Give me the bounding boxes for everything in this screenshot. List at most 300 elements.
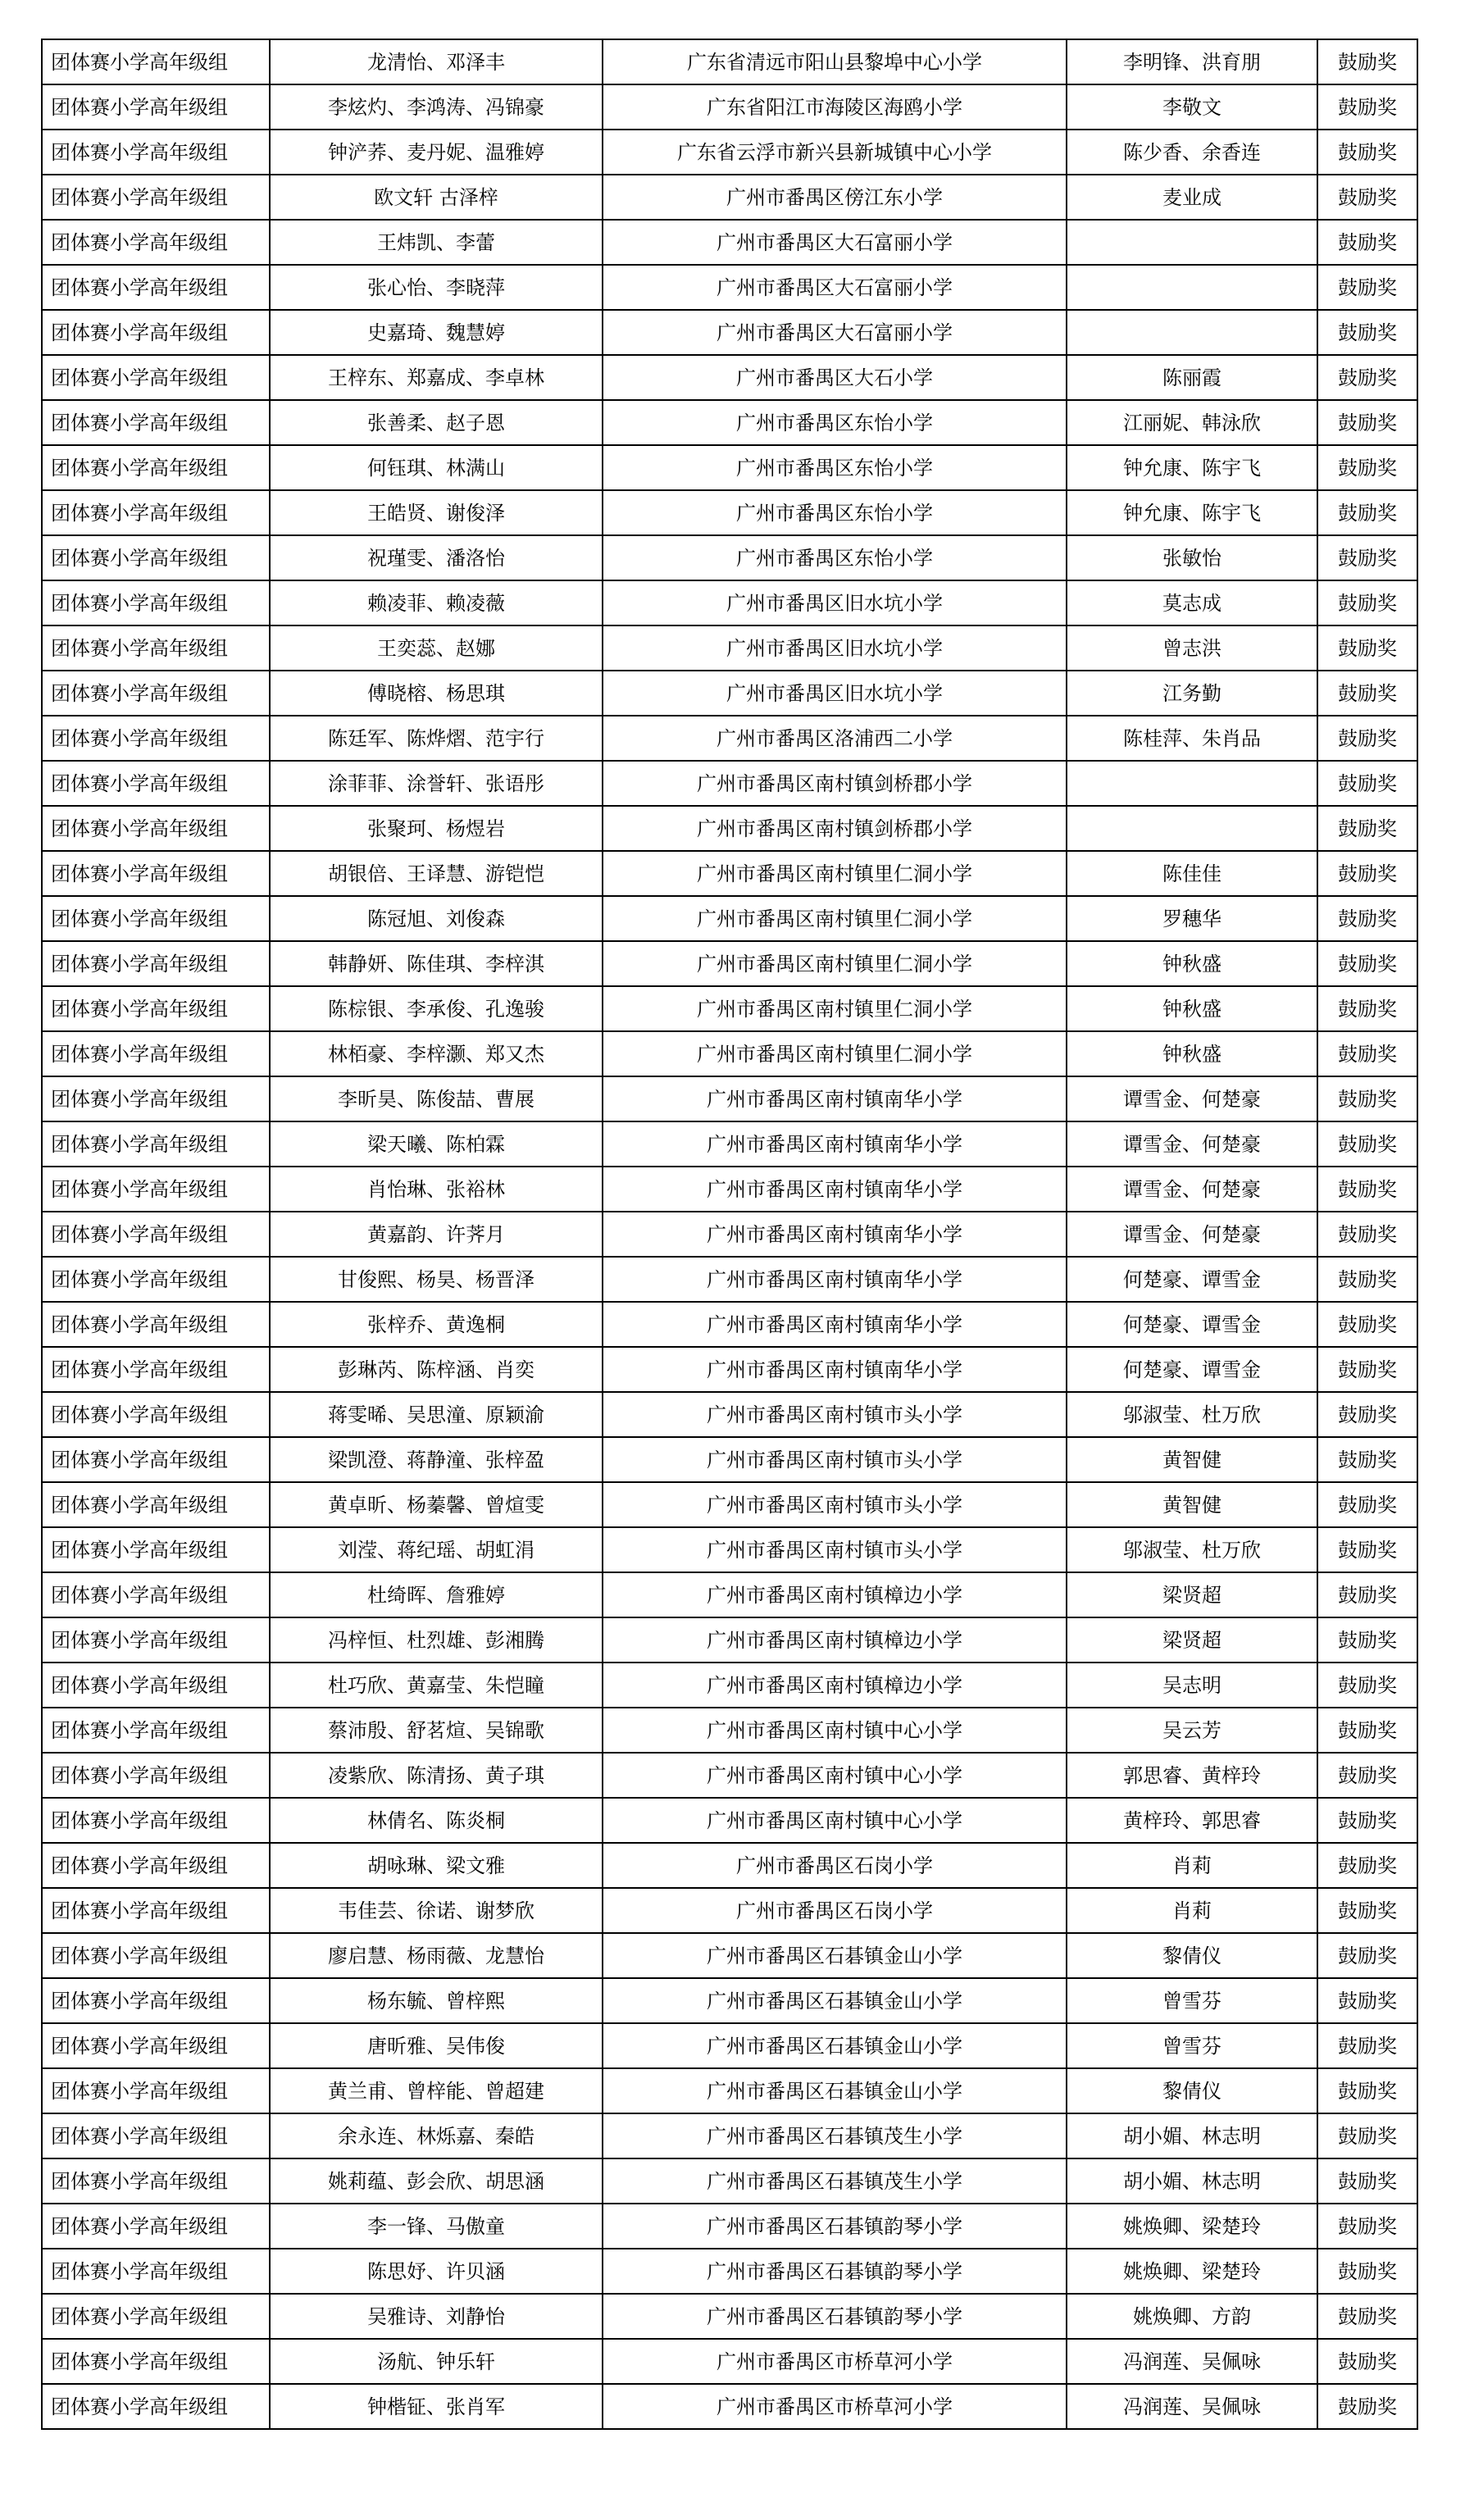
group-cell: 团体赛小学高年级组 <box>42 84 270 130</box>
group-cell: 团体赛小学高年级组 <box>42 310 270 355</box>
group-cell: 团体赛小学高年级组 <box>42 220 270 265</box>
teacher-cell: 钟秋盛 <box>1067 1031 1317 1076</box>
teacher-cell <box>1067 761 1317 806</box>
students-cell: 刘滢、蒋纪瑶、胡虹涓 <box>270 1527 603 1572</box>
award-cell: 鼓励奖 <box>1317 175 1417 220</box>
school-cell: 广州市番禺区石岗小学 <box>603 1888 1067 1933</box>
students-cell: 杜绮晖、詹雅婷 <box>270 1572 603 1617</box>
group-cell: 团体赛小学高年级组 <box>42 851 270 896</box>
school-cell: 广州市番禺区东怡小学 <box>603 400 1067 445</box>
award-cell: 鼓励奖 <box>1317 2068 1417 2113</box>
table-row <box>42 1482 1417 1527</box>
table-row <box>42 896 1417 941</box>
teacher-cell: 姚焕卿、梁楚玲 <box>1067 2249 1317 2294</box>
students-cell: 钟浐荞、麦丹妮、温雅婷 <box>270 130 603 175</box>
school-cell: 广州市番禺区石碁镇金山小学 <box>603 2068 1067 2113</box>
award-cell: 鼓励奖 <box>1317 490 1417 535</box>
award-cell: 鼓励奖 <box>1317 265 1417 310</box>
school-cell: 广州市番禺区南村镇南华小学 <box>603 1076 1067 1121</box>
students-cell: 杨东毓、曾梓熙 <box>270 1978 603 2023</box>
table-row <box>42 1753 1417 1798</box>
teacher-cell: 曾雪芬 <box>1067 2023 1317 2068</box>
table-row <box>42 84 1417 130</box>
award-cell: 鼓励奖 <box>1317 1121 1417 1167</box>
group-cell: 团体赛小学高年级组 <box>42 1392 270 1437</box>
school-cell: 广州市番禺区石碁镇金山小学 <box>603 2023 1067 2068</box>
award-cell: 鼓励奖 <box>1317 130 1417 175</box>
school-cell: 广州市番禺区旧水坑小学 <box>603 580 1067 625</box>
students-cell: 王炜凯、李蕾 <box>270 220 603 265</box>
group-cell: 团体赛小学高年级组 <box>42 355 270 400</box>
students-cell: 汤航、钟乐轩 <box>270 2339 603 2384</box>
award-table <box>41 39 1418 2430</box>
table-row <box>42 355 1417 400</box>
group-cell: 团体赛小学高年级组 <box>42 2249 270 2294</box>
table-row <box>42 1347 1417 1392</box>
group-cell: 团体赛小学高年级组 <box>42 1527 270 1572</box>
award-cell: 鼓励奖 <box>1317 1212 1417 1257</box>
group-cell: 团体赛小学高年级组 <box>42 1617 270 1663</box>
award-cell: 鼓励奖 <box>1317 1933 1417 1978</box>
table-row <box>42 941 1417 986</box>
table-row <box>42 2204 1417 2249</box>
award-cell: 鼓励奖 <box>1317 1437 1417 1482</box>
group-cell: 团体赛小学高年级组 <box>42 130 270 175</box>
award-cell: 鼓励奖 <box>1317 445 1417 490</box>
award-cell: 鼓励奖 <box>1317 355 1417 400</box>
students-cell: 韦佳芸、徐诺、谢梦欣 <box>270 1888 603 1933</box>
award-cell: 鼓励奖 <box>1317 1347 1417 1392</box>
table-row <box>42 130 1417 175</box>
school-cell: 广东省阳江市海陵区海鸥小学 <box>603 84 1067 130</box>
school-cell: 广州市番禺区大石富丽小学 <box>603 310 1067 355</box>
award-cell: 鼓励奖 <box>1317 1888 1417 1933</box>
award-cell: 鼓励奖 <box>1317 39 1417 84</box>
table-row <box>42 535 1417 580</box>
school-cell: 广州市番禺区东怡小学 <box>603 490 1067 535</box>
group-cell: 团体赛小学高年级组 <box>42 896 270 941</box>
school-cell: 广州市番禺区南村镇里仁洞小学 <box>603 941 1067 986</box>
table-row <box>42 1798 1417 1843</box>
group-cell: 团体赛小学高年级组 <box>42 2158 270 2204</box>
school-cell: 广州市番禺区南村镇南华小学 <box>603 1302 1067 1347</box>
table-row <box>42 1031 1417 1076</box>
students-cell: 黄兰甫、曾梓能、曾超建 <box>270 2068 603 2113</box>
group-cell: 团体赛小学高年级组 <box>42 1031 270 1076</box>
group-cell: 团体赛小学高年级组 <box>42 1167 270 1212</box>
students-cell: 王奕蕊、赵娜 <box>270 625 603 671</box>
school-cell: 广州市番禺区南村镇市头小学 <box>603 1482 1067 1527</box>
group-cell: 团体赛小学高年级组 <box>42 1888 270 1933</box>
teacher-cell: 肖莉 <box>1067 1888 1317 1933</box>
award-cell: 鼓励奖 <box>1317 625 1417 671</box>
teacher-cell: 黄梓玲、郭思睿 <box>1067 1798 1317 1843</box>
table-row <box>42 400 1417 445</box>
school-cell: 广州市番禺区南村镇樟边小学 <box>603 1617 1067 1663</box>
students-cell: 史嘉琦、魏慧婷 <box>270 310 603 355</box>
students-cell: 梁凯澄、蒋静潼、张梓盈 <box>270 1437 603 1482</box>
school-cell: 广州市番禺区石碁镇韵琴小学 <box>603 2204 1067 2249</box>
school-cell: 广州市番禺区南村镇樟边小学 <box>603 1663 1067 1708</box>
school-cell: 广州市番禺区石碁镇金山小学 <box>603 1933 1067 1978</box>
table-row <box>42 175 1417 220</box>
students-cell: 黄嘉韵、许荠月 <box>270 1212 603 1257</box>
group-cell: 团体赛小学高年级组 <box>42 490 270 535</box>
group-cell: 团体赛小学高年级组 <box>42 2068 270 2113</box>
group-cell: 团体赛小学高年级组 <box>42 1663 270 1708</box>
group-cell: 团体赛小学高年级组 <box>42 1933 270 1978</box>
teacher-cell: 陈佳佳 <box>1067 851 1317 896</box>
students-cell: 廖启慧、杨雨薇、龙慧怡 <box>270 1933 603 1978</box>
table-row <box>42 310 1417 355</box>
group-cell: 团体赛小学高年级组 <box>42 445 270 490</box>
group-cell: 团体赛小学高年级组 <box>42 1076 270 1121</box>
teacher-cell: 江丽妮、韩泳欣 <box>1067 400 1317 445</box>
table-row <box>42 2384 1417 2429</box>
award-cell: 鼓励奖 <box>1317 310 1417 355</box>
group-cell: 团体赛小学高年级组 <box>42 580 270 625</box>
group-cell: 团体赛小学高年级组 <box>42 2384 270 2429</box>
group-cell: 团体赛小学高年级组 <box>42 1482 270 1527</box>
students-cell: 赖凌菲、赖凌薇 <box>270 580 603 625</box>
group-cell: 团体赛小学高年级组 <box>42 1708 270 1753</box>
students-cell: 李炫灼、李鸿涛、冯锦豪 <box>270 84 603 130</box>
teacher-cell: 张敏怡 <box>1067 535 1317 580</box>
students-cell: 欧文轩 古泽梓 <box>270 175 603 220</box>
award-cell: 鼓励奖 <box>1317 2023 1417 2068</box>
teacher-cell: 曾志洪 <box>1067 625 1317 671</box>
award-cell: 鼓励奖 <box>1317 1392 1417 1437</box>
school-cell: 广州市番禺区南村镇南华小学 <box>603 1212 1067 1257</box>
table-row <box>42 445 1417 490</box>
school-cell: 广州市番禺区洛浦西二小学 <box>603 716 1067 761</box>
group-cell: 团体赛小学高年级组 <box>42 1843 270 1888</box>
teacher-cell: 谭雪金、何楚豪 <box>1067 1121 1317 1167</box>
group-cell: 团体赛小学高年级组 <box>42 716 270 761</box>
award-cell: 鼓励奖 <box>1317 400 1417 445</box>
students-cell: 陈思妤、许贝涵 <box>270 2249 603 2294</box>
award-cell: 鼓励奖 <box>1317 1257 1417 1302</box>
table-row <box>42 1663 1417 1708</box>
award-cell: 鼓励奖 <box>1317 2294 1417 2339</box>
students-cell: 陈冠旭、刘俊森 <box>270 896 603 941</box>
students-cell: 冯梓恒、杜烈雄、彭湘腾 <box>270 1617 603 1663</box>
group-cell: 团体赛小学高年级组 <box>42 2113 270 2158</box>
group-cell: 团体赛小学高年级组 <box>42 1572 270 1617</box>
table-row <box>42 671 1417 716</box>
award-cell: 鼓励奖 <box>1317 1753 1417 1798</box>
school-cell: 广州市番禺区南村镇南华小学 <box>603 1257 1067 1302</box>
award-cell: 鼓励奖 <box>1317 896 1417 941</box>
table-row <box>42 1392 1417 1437</box>
school-cell: 广州市番禺区东怡小学 <box>603 535 1067 580</box>
award-cell: 鼓励奖 <box>1317 761 1417 806</box>
table-row <box>42 1076 1417 1121</box>
students-cell: 何钰琪、林满山 <box>270 445 603 490</box>
school-cell: 广州市番禺区南村镇中心小学 <box>603 1753 1067 1798</box>
group-cell: 团体赛小学高年级组 <box>42 1302 270 1347</box>
school-cell: 广州市番禺区南村镇南华小学 <box>603 1347 1067 1392</box>
teacher-cell: 吴云芳 <box>1067 1708 1317 1753</box>
students-cell: 甘俊熙、杨昊、杨晋泽 <box>270 1257 603 1302</box>
teacher-cell: 姚焕卿、方韵 <box>1067 2294 1317 2339</box>
table-row <box>42 2068 1417 2113</box>
students-cell: 钟楷钲、张肖军 <box>270 2384 603 2429</box>
teacher-cell <box>1067 265 1317 310</box>
award-cell: 鼓励奖 <box>1317 2204 1417 2249</box>
students-cell: 张心怡、李晓萍 <box>270 265 603 310</box>
school-cell: 广州市番禺区市桥草河小学 <box>603 2384 1067 2429</box>
teacher-cell: 何楚豪、谭雪金 <box>1067 1257 1317 1302</box>
award-cell: 鼓励奖 <box>1317 1482 1417 1527</box>
award-cell: 鼓励奖 <box>1317 1527 1417 1572</box>
table-row <box>42 490 1417 535</box>
students-cell: 姚莉蕴、彭会欣、胡思涵 <box>270 2158 603 2204</box>
school-cell: 广州市番禺区东怡小学 <box>603 445 1067 490</box>
group-cell: 团体赛小学高年级组 <box>42 625 270 671</box>
table-row <box>42 2294 1417 2339</box>
teacher-cell: 曾雪芬 <box>1067 1978 1317 2023</box>
teacher-cell: 梁贤超 <box>1067 1617 1317 1663</box>
group-cell: 团体赛小学高年级组 <box>42 1212 270 1257</box>
award-cell: 鼓励奖 <box>1317 671 1417 716</box>
group-cell: 团体赛小学高年级组 <box>42 761 270 806</box>
award-cell: 鼓励奖 <box>1317 1167 1417 1212</box>
award-cell: 鼓励奖 <box>1317 1302 1417 1347</box>
school-cell: 广东省云浮市新兴县新城镇中心小学 <box>603 130 1067 175</box>
table-row <box>42 806 1417 851</box>
table-row <box>42 986 1417 1031</box>
group-cell: 团体赛小学高年级组 <box>42 1121 270 1167</box>
teacher-cell: 谭雪金、何楚豪 <box>1067 1167 1317 1212</box>
students-cell: 彭琳芮、陈梓涵、肖奕 <box>270 1347 603 1392</box>
award-cell: 鼓励奖 <box>1317 2339 1417 2384</box>
group-cell: 团体赛小学高年级组 <box>42 1437 270 1482</box>
table-row <box>42 1843 1417 1888</box>
teacher-cell: 李明锋、洪育朋 <box>1067 39 1317 84</box>
teacher-cell: 冯润莲、吴佩咏 <box>1067 2339 1317 2384</box>
group-cell: 团体赛小学高年级组 <box>42 986 270 1031</box>
table-row <box>42 1888 1417 1933</box>
table-row <box>42 851 1417 896</box>
table-row <box>42 761 1417 806</box>
students-cell: 黄卓昕、杨蓁馨、曾煊雯 <box>270 1482 603 1527</box>
table-row <box>42 2113 1417 2158</box>
school-cell: 广州市番禺区南村镇中心小学 <box>603 1708 1067 1753</box>
teacher-cell <box>1067 310 1317 355</box>
teacher-cell: 黎倩仪 <box>1067 1933 1317 1978</box>
school-cell: 广州市番禺区旧水坑小学 <box>603 671 1067 716</box>
teacher-cell: 谭雪金、何楚豪 <box>1067 1076 1317 1121</box>
table-row <box>42 1437 1417 1482</box>
school-cell: 广州市番禺区南村镇樟边小学 <box>603 1572 1067 1617</box>
school-cell: 广州市番禺区南村镇市头小学 <box>603 1392 1067 1437</box>
group-cell: 团体赛小学高年级组 <box>42 2023 270 2068</box>
teacher-cell: 麦业成 <box>1067 175 1317 220</box>
teacher-cell: 罗穗华 <box>1067 896 1317 941</box>
students-cell: 张聚珂、杨煜岩 <box>270 806 603 851</box>
teacher-cell <box>1067 806 1317 851</box>
group-cell: 团体赛小学高年级组 <box>42 175 270 220</box>
school-cell: 广州市番禺区南村镇市头小学 <box>603 1437 1067 1482</box>
school-cell: 广州市番禺区南村镇里仁洞小学 <box>603 986 1067 1031</box>
table-row <box>42 1933 1417 1978</box>
teacher-cell: 何楚豪、谭雪金 <box>1067 1302 1317 1347</box>
school-cell: 广州市番禺区石岗小学 <box>603 1843 1067 1888</box>
school-cell: 广州市番禺区南村镇剑桥郡小学 <box>603 806 1067 851</box>
award-cell: 鼓励奖 <box>1317 2158 1417 2204</box>
teacher-cell: 陈丽霞 <box>1067 355 1317 400</box>
school-cell: 广州市番禺区傍江东小学 <box>603 175 1067 220</box>
teacher-cell: 邬淑莹、杜万欣 <box>1067 1527 1317 1572</box>
students-cell: 李昕昊、陈俊喆、曹展 <box>270 1076 603 1121</box>
table-row <box>42 2158 1417 2204</box>
table-row <box>42 2249 1417 2294</box>
table-row <box>42 1302 1417 1347</box>
table-row <box>42 39 1417 84</box>
award-cell: 鼓励奖 <box>1317 1798 1417 1843</box>
teacher-cell: 陈桂萍、朱肖品 <box>1067 716 1317 761</box>
students-cell: 蔡沛殷、舒茗煊、吴锦歌 <box>270 1708 603 1753</box>
school-cell: 广州市番禺区石碁镇韵琴小学 <box>603 2294 1067 2339</box>
school-cell: 广州市番禺区旧水坑小学 <box>603 625 1067 671</box>
school-cell: 广州市番禺区石碁镇茂生小学 <box>603 2113 1067 2158</box>
students-cell: 胡咏琳、梁文雅 <box>270 1843 603 1888</box>
table-row <box>42 1121 1417 1167</box>
students-cell: 林倩名、陈炎桐 <box>270 1798 603 1843</box>
teacher-cell: 梁贤超 <box>1067 1572 1317 1617</box>
teacher-cell: 李敬文 <box>1067 84 1317 130</box>
students-cell: 王皓贤、谢俊泽 <box>270 490 603 535</box>
students-cell: 胡银倍、王译慧、游铠恺 <box>270 851 603 896</box>
teacher-cell: 钟秋盛 <box>1067 941 1317 986</box>
table-row <box>42 220 1417 265</box>
award-cell: 鼓励奖 <box>1317 1708 1417 1753</box>
table-row <box>42 2339 1417 2384</box>
award-cell: 鼓励奖 <box>1317 1076 1417 1121</box>
school-cell: 广州市番禺区市桥草河小学 <box>603 2339 1067 2384</box>
teacher-cell: 钟秋盛 <box>1067 986 1317 1031</box>
table-row <box>42 1212 1417 1257</box>
students-cell: 肖怡琳、张裕林 <box>270 1167 603 1212</box>
school-cell: 广州市番禺区南村镇里仁洞小学 <box>603 896 1067 941</box>
school-cell: 广州市番禺区大石富丽小学 <box>603 265 1067 310</box>
award-cell: 鼓励奖 <box>1317 986 1417 1031</box>
award-cell: 鼓励奖 <box>1317 1663 1417 1708</box>
teacher-cell: 胡小媚、林志明 <box>1067 2113 1317 2158</box>
group-cell: 团体赛小学高年级组 <box>42 941 270 986</box>
students-cell: 张善柔、赵子恩 <box>270 400 603 445</box>
school-cell: 广州市番禺区石碁镇金山小学 <box>603 1978 1067 2023</box>
group-cell: 团体赛小学高年级组 <box>42 1753 270 1798</box>
teacher-cell: 肖莉 <box>1067 1843 1317 1888</box>
school-cell: 广州市番禺区南村镇南华小学 <box>603 1121 1067 1167</box>
students-cell: 吴雅诗、刘静怡 <box>270 2294 603 2339</box>
teacher-cell: 陈少香、余香连 <box>1067 130 1317 175</box>
students-cell: 祝瑾雯、潘洛怡 <box>270 535 603 580</box>
table-row <box>42 1167 1417 1212</box>
award-cell: 鼓励奖 <box>1317 1031 1417 1076</box>
teacher-cell: 郭思睿、黄梓玲 <box>1067 1753 1317 1798</box>
award-cell: 鼓励奖 <box>1317 851 1417 896</box>
teacher-cell: 邬淑莹、杜万欣 <box>1067 1392 1317 1437</box>
students-cell: 蒋雯晞、吴思潼、原颖渝 <box>270 1392 603 1437</box>
students-cell: 韩静妍、陈佳琪、李梓淇 <box>270 941 603 986</box>
teacher-cell: 黎倩仪 <box>1067 2068 1317 2113</box>
group-cell: 团体赛小学高年级组 <box>42 671 270 716</box>
teacher-cell: 钟允康、陈宇飞 <box>1067 490 1317 535</box>
group-cell: 团体赛小学高年级组 <box>42 1798 270 1843</box>
students-cell: 唐昕雅、吴伟俊 <box>270 2023 603 2068</box>
award-cell: 鼓励奖 <box>1317 2113 1417 2158</box>
school-cell: 广州市番禺区大石小学 <box>603 355 1067 400</box>
award-cell: 鼓励奖 <box>1317 716 1417 761</box>
students-cell: 涂菲菲、涂誉轩、张语彤 <box>270 761 603 806</box>
award-cell: 鼓励奖 <box>1317 806 1417 851</box>
students-cell: 张梓乔、黄逸桐 <box>270 1302 603 1347</box>
students-cell: 傅晓榕、杨思琪 <box>270 671 603 716</box>
table-row <box>42 1978 1417 2023</box>
teacher-cell: 何楚豪、谭雪金 <box>1067 1347 1317 1392</box>
award-cell: 鼓励奖 <box>1317 580 1417 625</box>
table-row <box>42 716 1417 761</box>
group-cell: 团体赛小学高年级组 <box>42 806 270 851</box>
group-cell: 团体赛小学高年级组 <box>42 2339 270 2384</box>
students-cell: 凌紫欣、陈清扬、黄子琪 <box>270 1753 603 1798</box>
teacher-cell: 黄智健 <box>1067 1482 1317 1527</box>
students-cell: 陈棕银、李承俊、孔逸骏 <box>270 986 603 1031</box>
school-cell: 广州市番禺区大石富丽小学 <box>603 220 1067 265</box>
award-cell: 鼓励奖 <box>1317 535 1417 580</box>
award-cell: 鼓励奖 <box>1317 2384 1417 2429</box>
table-row <box>42 580 1417 625</box>
students-cell: 王梓东、郑嘉成、李卓林 <box>270 355 603 400</box>
table-row <box>42 625 1417 671</box>
award-rows <box>42 39 1417 2429</box>
table-row <box>42 2023 1417 2068</box>
school-cell: 广州市番禺区南村镇里仁洞小学 <box>603 1031 1067 1076</box>
school-cell: 广州市番禺区南村镇里仁洞小学 <box>603 851 1067 896</box>
teacher-cell: 钟允康、陈宇飞 <box>1067 445 1317 490</box>
award-cell: 鼓励奖 <box>1317 84 1417 130</box>
school-cell: 广州市番禺区石碁镇韵琴小学 <box>603 2249 1067 2294</box>
students-cell: 梁天曦、陈柏霖 <box>270 1121 603 1167</box>
students-cell: 林栢豪、李梓灏、郑又杰 <box>270 1031 603 1076</box>
teacher-cell: 莫志成 <box>1067 580 1317 625</box>
group-cell: 团体赛小学高年级组 <box>42 39 270 84</box>
group-cell: 团体赛小学高年级组 <box>42 400 270 445</box>
award-cell: 鼓励奖 <box>1317 1617 1417 1663</box>
table-row <box>42 1527 1417 1572</box>
table-row <box>42 1257 1417 1302</box>
award-cell: 鼓励奖 <box>1317 1978 1417 2023</box>
award-cell: 鼓励奖 <box>1317 1843 1417 1888</box>
school-cell: 广州市番禺区南村镇中心小学 <box>603 1798 1067 1843</box>
table-row <box>42 1572 1417 1617</box>
teacher-cell: 黄智健 <box>1067 1437 1317 1482</box>
group-cell: 团体赛小学高年级组 <box>42 265 270 310</box>
teacher-cell: 胡小媚、林志明 <box>1067 2158 1317 2204</box>
students-cell: 余永连、林烁嘉、秦皓 <box>270 2113 603 2158</box>
teacher-cell: 姚焕卿、梁楚玲 <box>1067 2204 1317 2249</box>
group-cell: 团体赛小学高年级组 <box>42 2294 270 2339</box>
award-cell: 鼓励奖 <box>1317 220 1417 265</box>
teacher-cell <box>1067 220 1317 265</box>
table-row <box>42 1617 1417 1663</box>
teacher-cell: 谭雪金、何楚豪 <box>1067 1212 1317 1257</box>
group-cell: 团体赛小学高年级组 <box>42 2204 270 2249</box>
table-row <box>42 265 1417 310</box>
